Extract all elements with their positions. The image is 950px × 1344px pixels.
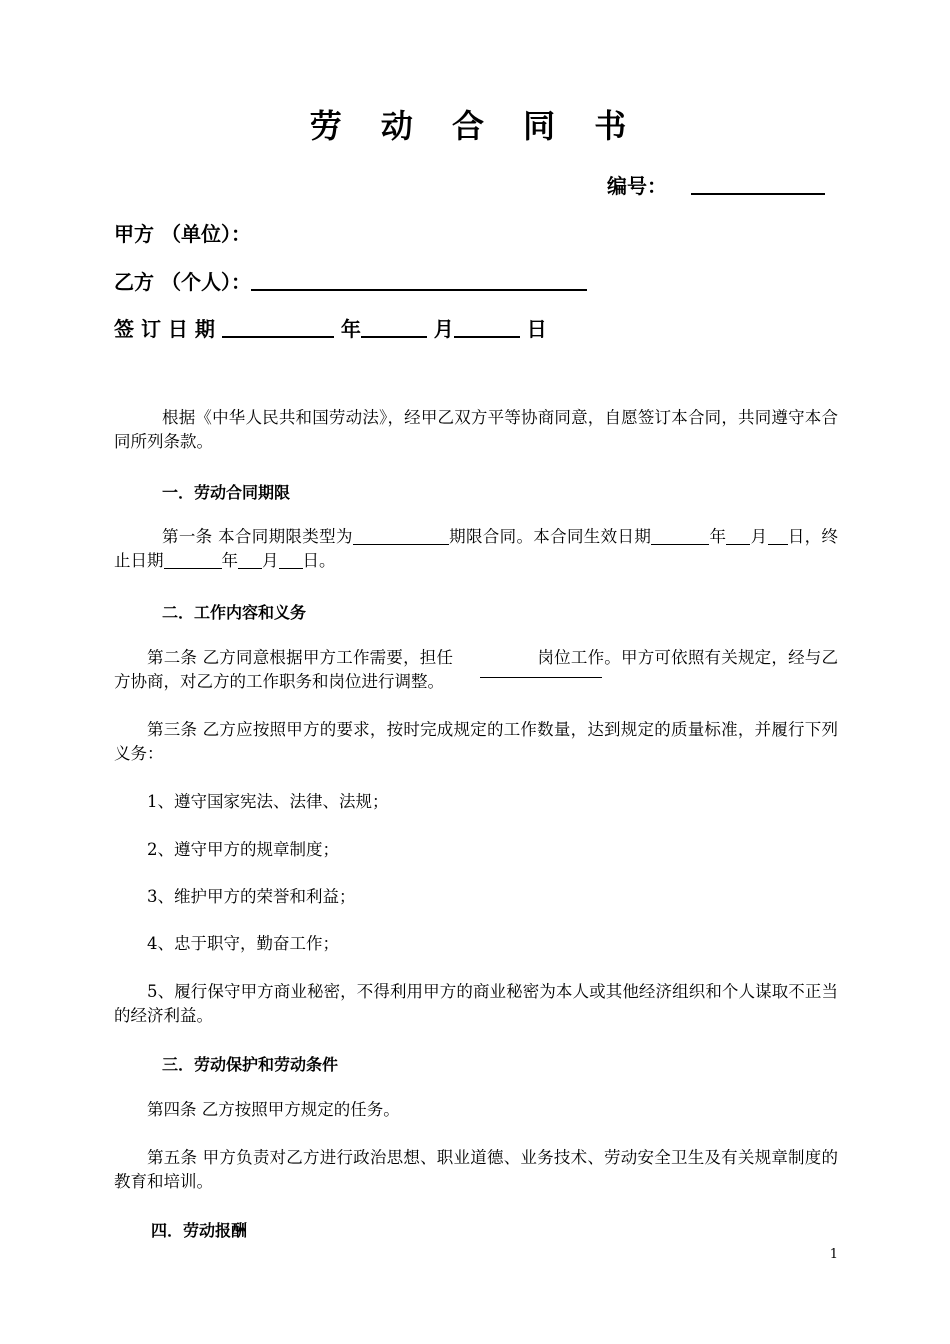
contract-type-blank bbox=[353, 527, 449, 545]
article-2 bbox=[114, 646, 838, 694]
end-day-label: 日。 bbox=[302, 551, 336, 570]
article-1-text-a: 第一条 本合同期限类型为 bbox=[162, 527, 353, 546]
party-b-blank bbox=[251, 269, 587, 291]
sign-year-blank bbox=[222, 316, 334, 338]
article-1-text-b: 期限合同。本合同生效日期 bbox=[448, 527, 652, 546]
effective-day-blank bbox=[768, 527, 788, 545]
section-3-heading: 三．劳动保护和劳动条件 bbox=[162, 1055, 339, 1074]
contract-number-label: 编号： bbox=[607, 174, 667, 198]
end-year-label: 年 bbox=[221, 551, 238, 570]
effective-year-label: 年 bbox=[709, 527, 727, 546]
intro-paragraph: 根据《中华人民共和国劳动法》，经甲乙双方平等协商同意，自愿签订本合同，共同遵守本合同所列条款。 bbox=[114, 408, 838, 451]
stray-line bbox=[480, 677, 602, 678]
end-day-blank bbox=[279, 551, 303, 569]
article-1-text-c: 日，终止日期 bbox=[114, 527, 839, 570]
section-1-heading: 一．劳动合同期限 bbox=[162, 483, 291, 502]
article-1 bbox=[114, 525, 838, 573]
duty-item-3: 3、维护甲方的荣誉和利益； bbox=[147, 887, 356, 906]
party-a-label: 甲方 （单位）： bbox=[114, 222, 251, 246]
sign-month-label: 月 bbox=[433, 317, 454, 341]
duty-item-1: 1、遵守国家宪法、法律、法规； bbox=[147, 792, 389, 811]
party-b-label: 乙方 （个人）： bbox=[114, 270, 251, 294]
document-title: 劳 动 合 同 书 bbox=[309, 107, 641, 145]
duty-item-2: 2、遵守甲方的规章制度； bbox=[147, 840, 339, 859]
article-4: 第四条 乙方按照甲方规定的任务。 bbox=[147, 1100, 400, 1119]
effective-month-blank bbox=[726, 527, 750, 545]
contract-number-blank bbox=[691, 173, 825, 195]
party-b-row bbox=[114, 266, 587, 295]
article-5: 第五条 甲方负责对乙方进行政治思想、职业道德、业务技术、劳动安全卫生及有关规章制度的教育和培训。 bbox=[114, 1148, 838, 1191]
effective-month-label: 月 bbox=[750, 527, 768, 546]
sign-day-blank bbox=[454, 316, 520, 338]
end-month-label: 月 bbox=[262, 551, 279, 570]
effective-year-blank bbox=[651, 527, 709, 545]
article-2-text-a: 第二条 乙方同意根据甲方工作需要，担任 bbox=[147, 648, 454, 667]
contract-number-row bbox=[607, 170, 825, 199]
duty-item-5: 5、履行保守甲方商业秘密，不得利用甲方的商业秘密为本人或其他经济组织和个人谋取不正当的经济利益。 bbox=[114, 982, 838, 1025]
end-year-blank bbox=[164, 551, 222, 569]
sign-date-label: 签 订 日 期 bbox=[114, 317, 215, 341]
end-month-blank bbox=[238, 551, 262, 569]
sign-day-label: 日 bbox=[526, 317, 547, 341]
section-2-heading: 二．工作内容和义务 bbox=[162, 603, 307, 622]
article-3: 第三条 乙方应按照甲方的要求，按时完成规定的工作数量，达到规定的质量标准，并履行下列义务： bbox=[114, 720, 838, 763]
sign-date-row bbox=[114, 313, 547, 342]
section-4-heading: 四．劳动报酬 bbox=[151, 1221, 248, 1240]
page-number: 1 bbox=[829, 1247, 838, 1262]
article-2-text-b: 岗位工作。甲方可依照有关规定，经与乙方协商，对乙方的工作职务和岗位进行调整。 bbox=[114, 648, 839, 691]
sign-year-label: 年 bbox=[340, 317, 361, 341]
duty-item-4: 4、忠于职守，勤奋工作； bbox=[147, 934, 339, 953]
sign-month-blank bbox=[361, 316, 427, 338]
